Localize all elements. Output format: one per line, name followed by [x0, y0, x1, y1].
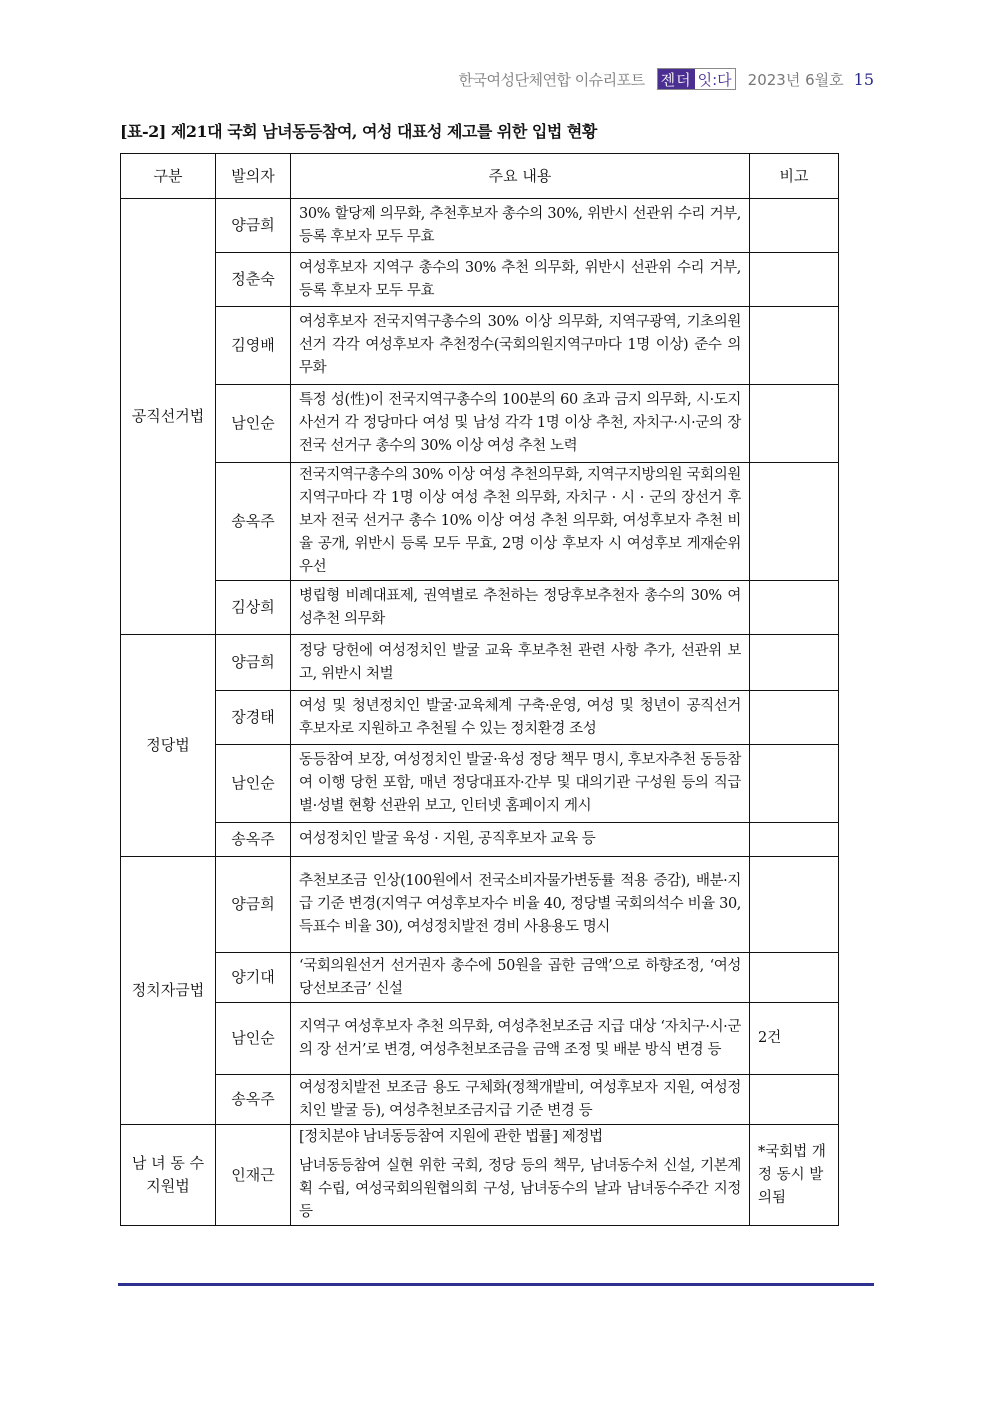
sponsor-cell: 장경태	[216, 691, 291, 745]
table-row	[121, 691, 839, 745]
note-cell	[750, 1075, 839, 1125]
badge-light-text: 잇:다	[695, 69, 735, 89]
content-cell: 여성정치발전 보조금 용도 구체화(정책개발비, 여성후보자 지원, 여성정치인 발굴 등), 여성추천보조금지급 기준 변경 등	[291, 1075, 750, 1125]
content-cell: 30% 할당제 의무화, 추천후보자 총수의 30%, 위반시 선관위 수리 거부, 등록 후보자 모두 무효	[291, 199, 750, 253]
note-cell	[750, 953, 839, 1003]
table-header-row	[121, 154, 839, 199]
page-number: 15	[853, 69, 874, 89]
column-header-note: 비고	[750, 154, 839, 199]
sponsor-cell: 김상희	[216, 581, 291, 635]
table-row	[121, 857, 839, 953]
column-header-content: 주요 내용	[291, 154, 750, 199]
organization-name: 한국여성단체연합 이슈리포트	[458, 70, 645, 89]
content-cell: ‘국회의원선거 선거권자 총수에 50원을 곱한 금액’으로 하향조정, ‘여성당선보조금’ 신설	[291, 953, 750, 1003]
content-cell: 정당 당헌에 여성정치인 발굴 교육 후보추천 관련 사항 추가, 선관위 보고, 위반시 처벌	[291, 635, 750, 691]
note-cell: *국회법 개정 동시 발의됨	[750, 1125, 839, 1226]
content-cell: 특정 성(性)이 전국지역구총수의 100분의 60 초과 금지 의무화, 시·도지사선거 각 정당마다 여성 및 남성 각각 1명 이상 추천, 자치구·시·군의 장 전국 선거구 총수의 30% 이상 여성 추천 노력	[291, 385, 750, 463]
sponsor-cell: 남인순	[216, 745, 291, 823]
note-cell	[750, 253, 839, 307]
content-cell	[291, 1125, 750, 1226]
note-cell: 2건	[750, 1003, 839, 1075]
sponsor-cell: 인재근	[216, 1125, 291, 1226]
note-cell	[750, 635, 839, 691]
sponsor-cell: 양금희	[216, 857, 291, 953]
column-header-category: 구분	[121, 154, 216, 199]
table-row	[121, 1075, 839, 1125]
category-cell: 정당법	[121, 635, 216, 857]
note-cell	[750, 691, 839, 745]
issue-date: 2023년 6월호	[747, 70, 844, 89]
table-row	[121, 823, 839, 857]
note-cell	[750, 745, 839, 823]
footer-divider	[118, 1283, 874, 1286]
note-cell	[750, 385, 839, 463]
table-row	[121, 745, 839, 823]
content-cell: 여성 및 청년정치인 발굴·교육체계 구축·운영, 여성 및 청년이 공직선거 후보자로 지원하고 추천될 수 있는 정치환경 조성	[291, 691, 750, 745]
table-caption: [표-2] 제21대 국회 남녀동등참여, 여성 대표성 제고를 위한 입법 현황	[120, 122, 597, 141]
running-header	[459, 68, 875, 90]
sponsor-cell: 송옥주	[216, 823, 291, 857]
sponsor-cell: 양금희	[216, 199, 291, 253]
category-cell: 남 녀 동 수 지원법	[121, 1125, 216, 1226]
badge-dark-text: 젠더	[658, 69, 695, 89]
sponsor-cell: 송옥주	[216, 463, 291, 581]
note-cell	[750, 581, 839, 635]
note-cell	[750, 199, 839, 253]
sponsor-cell: 정춘숙	[216, 253, 291, 307]
table-row	[121, 253, 839, 307]
note-cell	[750, 463, 839, 581]
content-cell: 병립형 비례대표제, 권역별로 추천하는 정당후보추천자 총수의 30% 여성추천 의무화	[291, 581, 750, 635]
content-cell: 전국지역구총수의 30% 이상 여성 추천의무화, 지역구지방의원 국회의원지역구마다 각 1명 이상 여성 추천 의무화, 자치구 · 시 · 군의 장선거 후보자 전국 선거구 총수 10% 이상 여성 추천 의무화, 여성후보자 추천 비율 공개, 위반시 등록 모두 무효, 2명 이상 후보자 시 여성후보 게재순위 우선	[291, 463, 750, 581]
note-cell	[750, 857, 839, 953]
content-cell: 여성정치인 발굴 육성 · 지원, 공직후보자 교육 등	[291, 823, 750, 857]
table-row	[121, 1125, 839, 1226]
content-cell: 지역구 여성후보자 추천 의무화, 여성추천보조금 지급 대상 ‘자치구·시·군의 장 선거’로 변경, 여성추천보조금을 금액 조정 및 배분 방식 변경 등	[291, 1003, 750, 1075]
sponsor-cell: 남인순	[216, 385, 291, 463]
content-cell: 추천보조금 인상(100원에서 전국소비자물가변동률 적용 증감), 배분·지급 기준 변경(지역구 여성후보자수 비율 40, 정당별 국회의석수 비율 30, 득표수 비율 30), 여성정치발전 경비 사용용도 명시	[291, 857, 750, 953]
table-row	[121, 581, 839, 635]
table-row	[121, 1003, 839, 1075]
sponsor-cell: 양금희	[216, 635, 291, 691]
content-cell: 동등참여 보장, 여성정치인 발굴·육성 정당 책무 명시, 후보자추천 동등참여 이행 당헌 포함, 매년 정당대표자·간부 및 대의기관 구성원 등의 직급별·성별 현황 선관위 보고, 인터넷 홈페이지 게시	[291, 745, 750, 823]
legislation-table	[120, 153, 839, 1226]
table-row	[121, 199, 839, 253]
note-cell	[750, 823, 839, 857]
sponsor-cell: 양기대	[216, 953, 291, 1003]
sponsor-cell: 남인순	[216, 1003, 291, 1075]
bill-summary: 남녀동등참여 실현 위한 국회, 정당 등의 책무, 남녀동수처 신설, 기본계획 수립, 여성국회의원협의회 구성, 남녀동수의 날과 남녀동수주간 지정 등	[299, 1158, 741, 1220]
table-row	[121, 463, 839, 581]
table-row	[121, 307, 839, 385]
column-header-sponsor: 발의자	[216, 154, 291, 199]
table-row	[121, 953, 839, 1003]
note-cell	[750, 307, 839, 385]
content-cell: 여성후보자 전국지역구총수의 30% 이상 의무화, 지역구광역, 기초의원선거 각각 여성후보자 추천정수(국회의원지역구마다 1명 이상) 준수 의무화	[291, 307, 750, 385]
sponsor-cell: 김영배	[216, 307, 291, 385]
content-cell: 여성후보자 지역구 총수의 30% 추천 의무화, 위반시 선관위 수리 거부, 등록 후보자 모두 무효	[291, 253, 750, 307]
table-row	[121, 635, 839, 691]
table-row	[121, 385, 839, 463]
category-cell: 공직선거법	[121, 199, 216, 635]
sponsor-cell: 송옥주	[216, 1075, 291, 1125]
category-cell: 정치자금법	[121, 857, 216, 1125]
publication-badge	[657, 68, 736, 90]
bill-title: [정치분야 남녀동등참여 지원에 관한 법률] 제정법	[299, 1129, 603, 1145]
